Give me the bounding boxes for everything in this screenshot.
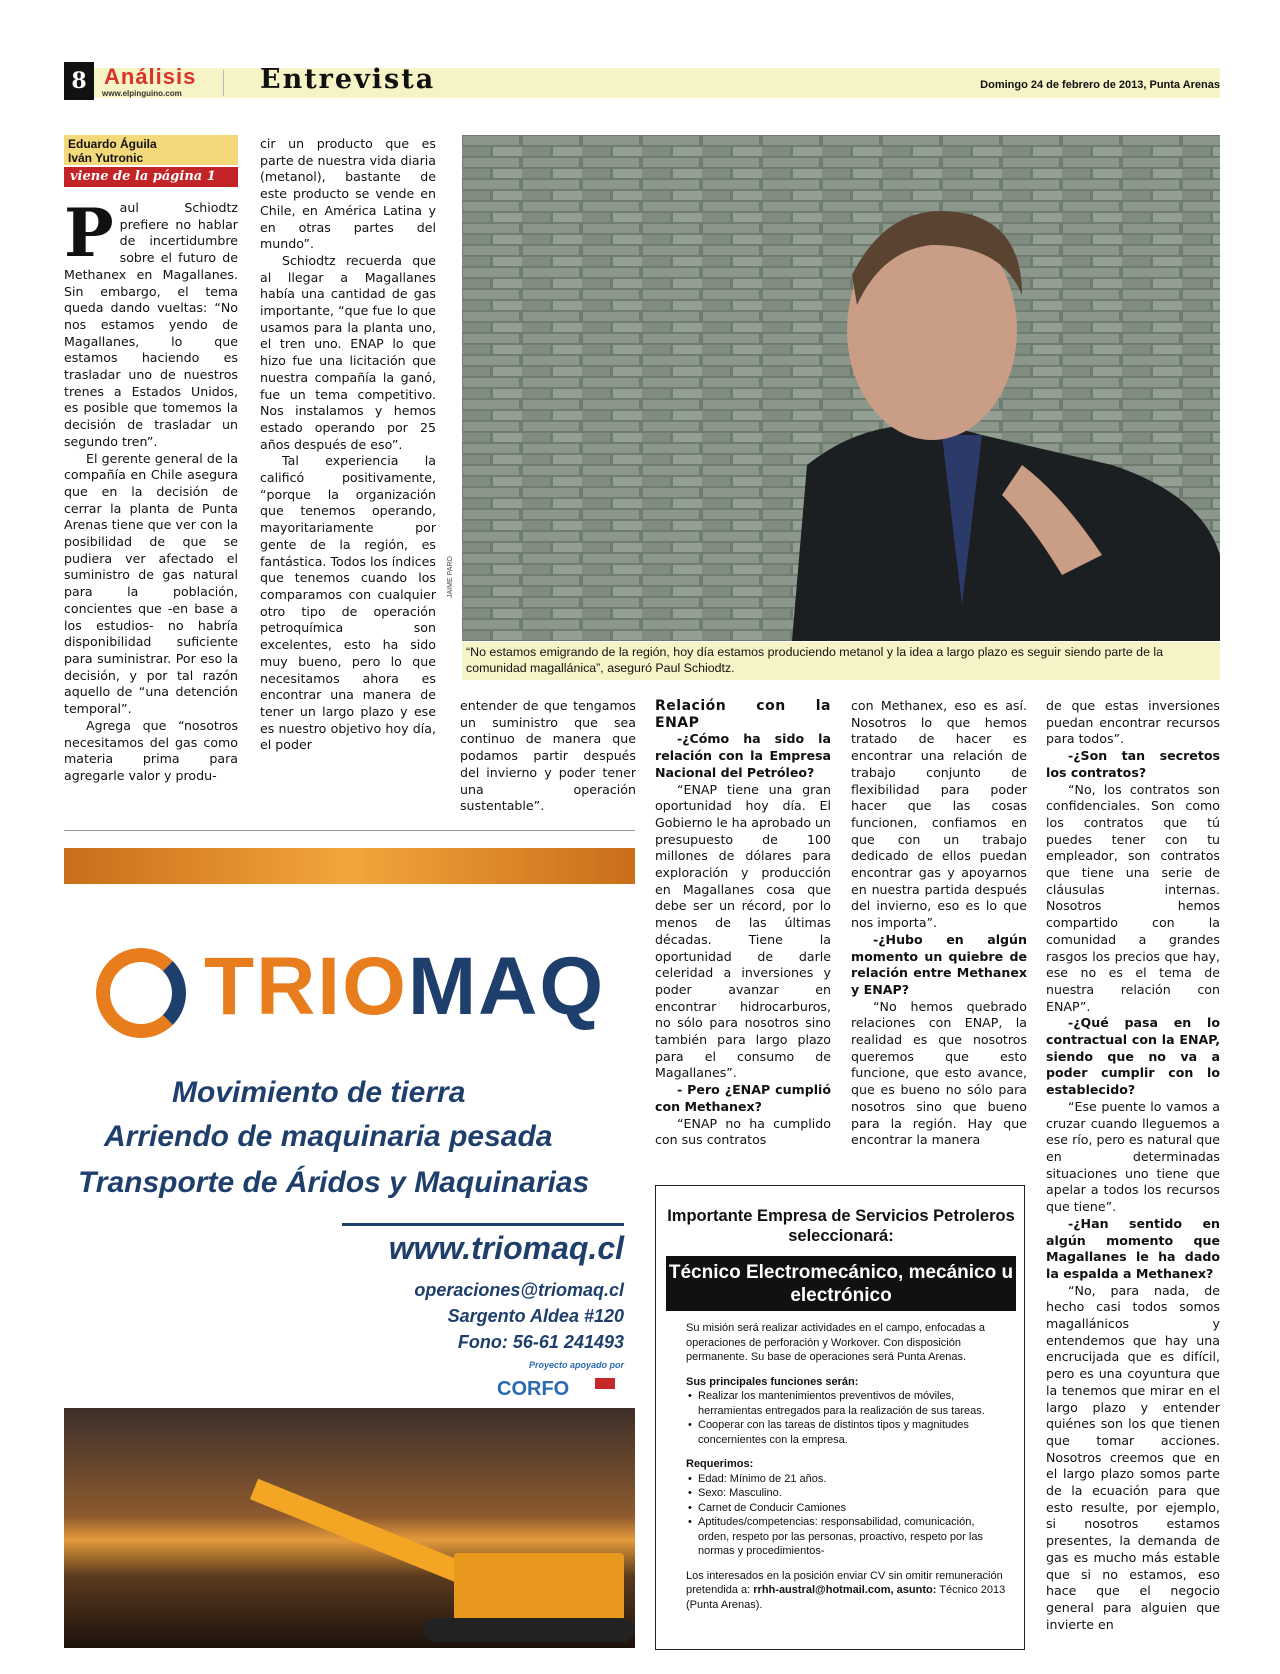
logo-url: www.elpinguino.com — [102, 89, 182, 98]
requirement-item: • Carnet de Conducir Camiones — [686, 1501, 1006, 1516]
author-1: Eduardo Águila — [68, 137, 157, 151]
service-line-3: Transporte de Áridos y Maquinarias — [78, 1166, 590, 1199]
photo-illustration — [462, 135, 1220, 641]
paragraph-text: aul Schiodtz prefiere no hablar de incertidumbre sobre el futuro de Methanex en Magallanes. Sin embargo, el tema queda dando vueltas: “No nos estamos yendo de Magallanes, lo que estamos haciendo es trasladar uno de nuestros trenes a Estados Unidos, es posible que tomemos la decisión de trasladar un segundo tren”. — [64, 200, 238, 449]
question: -¿Han sentido en algún momento que Magallanes le ha dado la espalda a Methanex? — [1046, 1215, 1220, 1281]
interview-photo — [462, 135, 1220, 641]
apply-subject-label: asunto: — [893, 1584, 937, 1596]
apply-subject: Técnico 2013 (Punta Arenas). — [686, 1584, 1006, 1611]
job-position: Técnico Electromecánico, mecánico u electrónico — [666, 1256, 1016, 1311]
question: -¿Hubo en algún momento un quiebre de relación entre Methanex y ENAP? — [851, 931, 1027, 997]
brand-suffix: MAQ — [407, 941, 606, 1032]
paragraph: entender de que tengamos un suministro que sea continuo de manera que podamos partir después del invierno y poder tener una operación sustentable”. — [460, 698, 636, 814]
excavator-track-shape — [424, 1618, 634, 1642]
requirement-item: • Sexo: Masculino. — [686, 1486, 1006, 1501]
apply-email-link[interactable]: rrhh-austral@hotmail.com, — [753, 1584, 894, 1596]
ad-support-label: Proyecto apoyado por — [528, 1360, 624, 1370]
answer: “ENAP no ha cumplido con sus contratos — [655, 1115, 831, 1148]
job-ad-body — [686, 1321, 1006, 1622]
byline — [64, 135, 238, 165]
answer: “No, los contratos son confidenciales. Son como los contratos que tú puedes tener con tu empleador, son contratos que tiene una serie de cláusulas internas. Nosotros hemos compartido con la comunidad a grandes rasgos los precios que hay, ese no es el tema de nuestra relación con ENAP”. — [1046, 781, 1220, 1014]
question: -¿Cómo ha sido la relación con la Empresa Nacional del Petróleo? — [655, 731, 831, 780]
triomaq-advertisement[interactable] — [64, 848, 635, 1648]
paragraph: Agrega que “nosotros necesitamos del gas como materia prima para agregarle valor y produ- — [64, 717, 238, 783]
ad-address: Sargento Aldea #120 — [447, 1306, 624, 1326]
article-column-4 — [655, 698, 831, 1149]
page-number: 8 — [64, 62, 94, 100]
job-mission: Su misión será realizar actividades en el campo, enfocadas a operaciones de perforación y Workover. Con disposición permanente. Su base de operaciones será Punta Arenas. — [686, 1322, 985, 1363]
newspaper-logo: Análisis — [104, 64, 197, 89]
functions-title: Sus principales funciones serán: — [686, 1375, 859, 1388]
section-divider — [64, 830, 635, 831]
requirement-item: • Edad: Mínimo de 21 años. — [686, 1472, 1006, 1487]
question: - Pero ¿ENAP cumplió con Methanex? — [655, 1082, 831, 1114]
lead-paragraph — [64, 194, 238, 451]
issue-date: Domingo 24 de febrero de 2013, Punta Arenas — [980, 79, 1220, 91]
service-line-1: Movimiento de tierra — [172, 1076, 466, 1109]
photo-caption: “No estamos emigrando de la región, hoy día estamos produciendo metanol y la idea a largo plazo es seguir siendo parte de la comunidad magallánica”, aseguró Paul Schiodtz. — [462, 642, 1220, 680]
brand-prefix: TRIO — [204, 941, 408, 1032]
ad-email-link[interactable]: operaciones@triomaq.cl — [414, 1280, 624, 1300]
job-advertisement — [655, 1185, 1025, 1650]
question: -¿Son tan secretos los contratos? — [1046, 748, 1220, 780]
photo-credit: JAIME PARO — [447, 556, 454, 598]
article-column-2 — [260, 136, 436, 754]
question: -¿Qué pasa en lo contractual con la ENAP, siendo que no va a poder cumplir con lo establecido? — [1046, 1015, 1220, 1098]
chile-flag-icon — [595, 1378, 615, 1400]
paragraph: Schiodtz recuerda que al llegar a Magallanes había una cantidad de gas importante, “que fue lo que usamos para la planta uno, el tren uno. ENAP lo que hizo fue una licitación que nuestra compañía la ganó, fue un tema competitivo. Nos instalamos y hemos estado operando por 25 años después de eso”. — [260, 252, 436, 452]
ad-top-band — [64, 848, 635, 884]
answer: con Methanex, eso es así. Nosotros lo que hemos tratado de hacer es encontrar una relación de trabajo conjunto de flexibilidad para poder hacer que las cosas funcionen, confiamos en que con un trabajo dedicado de ellos puedan encontrar gas y apoyarnos en nuestra partida después del invierno, eso es lo que nos importa”. — [851, 698, 1027, 931]
requirements-list — [686, 1472, 1006, 1559]
service-line-2: Arriendo de maquinaria pesada — [104, 1120, 553, 1153]
functions-list — [686, 1389, 1006, 1447]
requirement-item: • Aptitudes/competencias: responsabilidad, comunicación, orden, respeto por las personas, proactivo, respeto por las normas y procedimientos- — [686, 1515, 1006, 1559]
article-column-3 — [460, 698, 636, 815]
article-column-5 — [851, 698, 1027, 1149]
ad-rule — [342, 1223, 624, 1226]
article-column-6 — [1046, 698, 1220, 1633]
requirements-title: Requerimos: — [686, 1458, 754, 1470]
answer: de que estas inversiones puedan encontrar recursos para todos”. — [1046, 698, 1220, 747]
answer: “No hemos quebrado relaciones con ENAP, la realidad es que nosotros queremos que esto funcione, que esto avance, que es bueno no sólo para nosotros sino que bueno para la región. Hay que encontrar la manera — [851, 998, 1027, 1148]
answer: “Ese puente lo vamos a cruzar cuando lleguemos a ese río, pero es natural que en determinadas situaciones uno tiene que apelar a todos los recursos que tiene”. — [1046, 1098, 1220, 1215]
job-ad-title: Importante Empresa de Servicios Petroleros seleccionará: — [667, 1207, 1015, 1245]
subheading: Relación con la ENAP — [655, 698, 831, 731]
triomaq-wordmark — [204, 940, 605, 1034]
section-title: Entrevista — [260, 64, 436, 95]
header-divider — [223, 70, 224, 96]
answer: “ENAP tiene una gran oportunidad hoy día. El Gobierno le ha aprobado un presupuesto de 100 millones de dólares para exploración y producción en Magallanes cosa que debe ser un récord, por lo menos de las últimas décadas. Tiene la oportunidad de darle celeridad a inversiones y poder avanzar en encontrar hidrocarburos, no sólo para nosotros sino también para largo plazo para el consumo de Magallanes”. — [655, 781, 831, 1081]
paragraph: cir un producto que es parte de nuestra vida diaria (metanol), bastante de este producto se vende en Chile, en América Latina y en otras partes del mundo”. — [260, 136, 436, 252]
function-item: • Cooperar con las tareas de distintos tipos y magnitudes concernientes con la empresa. — [686, 1418, 1006, 1447]
author-2: Iván Yutronic — [68, 151, 144, 165]
answer: “No, para nada, de hecho casi todos somos magallánicos y entendemos que hay una encrucijada que es difícil, pero es una coyuntura que la tenemos que mirar en el largo plazo y entender quiénes son los que tienen que tomar acciones. Nosotros creemos que en el largo plazo somos parte de la ecuación para que esto resulte, por ejemplo, si nosotros estamos presentes, la demanda de gas es mucho más estable que si no estamos, eso hace que el negocio general para alguien que invierte en — [1046, 1282, 1220, 1632]
functions-block — [686, 1375, 1006, 1448]
excavator-body-shape — [454, 1553, 624, 1623]
function-item: • Realizar los mantenimientos preventivos de móviles, herramientas entregados para la realización de sus tareas. — [686, 1389, 1006, 1418]
continued-from-kicker: viene de la página 1 — [64, 167, 238, 187]
article-column-1 — [64, 194, 238, 785]
apply-text: Los interesados en la posición enviar CV sin omitir remuneración pretendida a: — [686, 1569, 1003, 1596]
paragraph: El gerente general de la compañía en Chile asegura que en la decisión de cerrar la planta de Punta Arenas tiene que ver con la posibilidad de que se pudiera ver afectado el suministro de gas natural para la población, concientes que -en base a los estudios- no habría disponibilidad suficiente para suministrar. Por eso la decisión, y por tal razón aquello de “una detención temporal”. — [64, 450, 238, 717]
corfo-logo: CORFO — [497, 1378, 570, 1400]
ad-phone: Fono: 56-61 241493 — [457, 1332, 624, 1352]
drop-cap: P — [64, 194, 114, 272]
requirements-block — [686, 1457, 1006, 1559]
ad-website-link[interactable]: www.triomaq.cl — [388, 1230, 624, 1266]
triomaq-logo-icon — [96, 948, 186, 1038]
paragraph: Tal experiencia la calificó positivamente, “porque la organización que tenemos operando, mayoritariamente por gente de la región, es fantástica. Todos los índices que tenemos cuando los comparamos con cualquier otro tipo de operación petroquímica son excelentes, esto ha sido muy bueno, pero lo que necesitamos ahora es encontrar una manera de tener un largo plazo y ese es nuestro objetivo hoy día, el poder — [260, 453, 436, 753]
apply-instructions — [686, 1569, 1006, 1613]
